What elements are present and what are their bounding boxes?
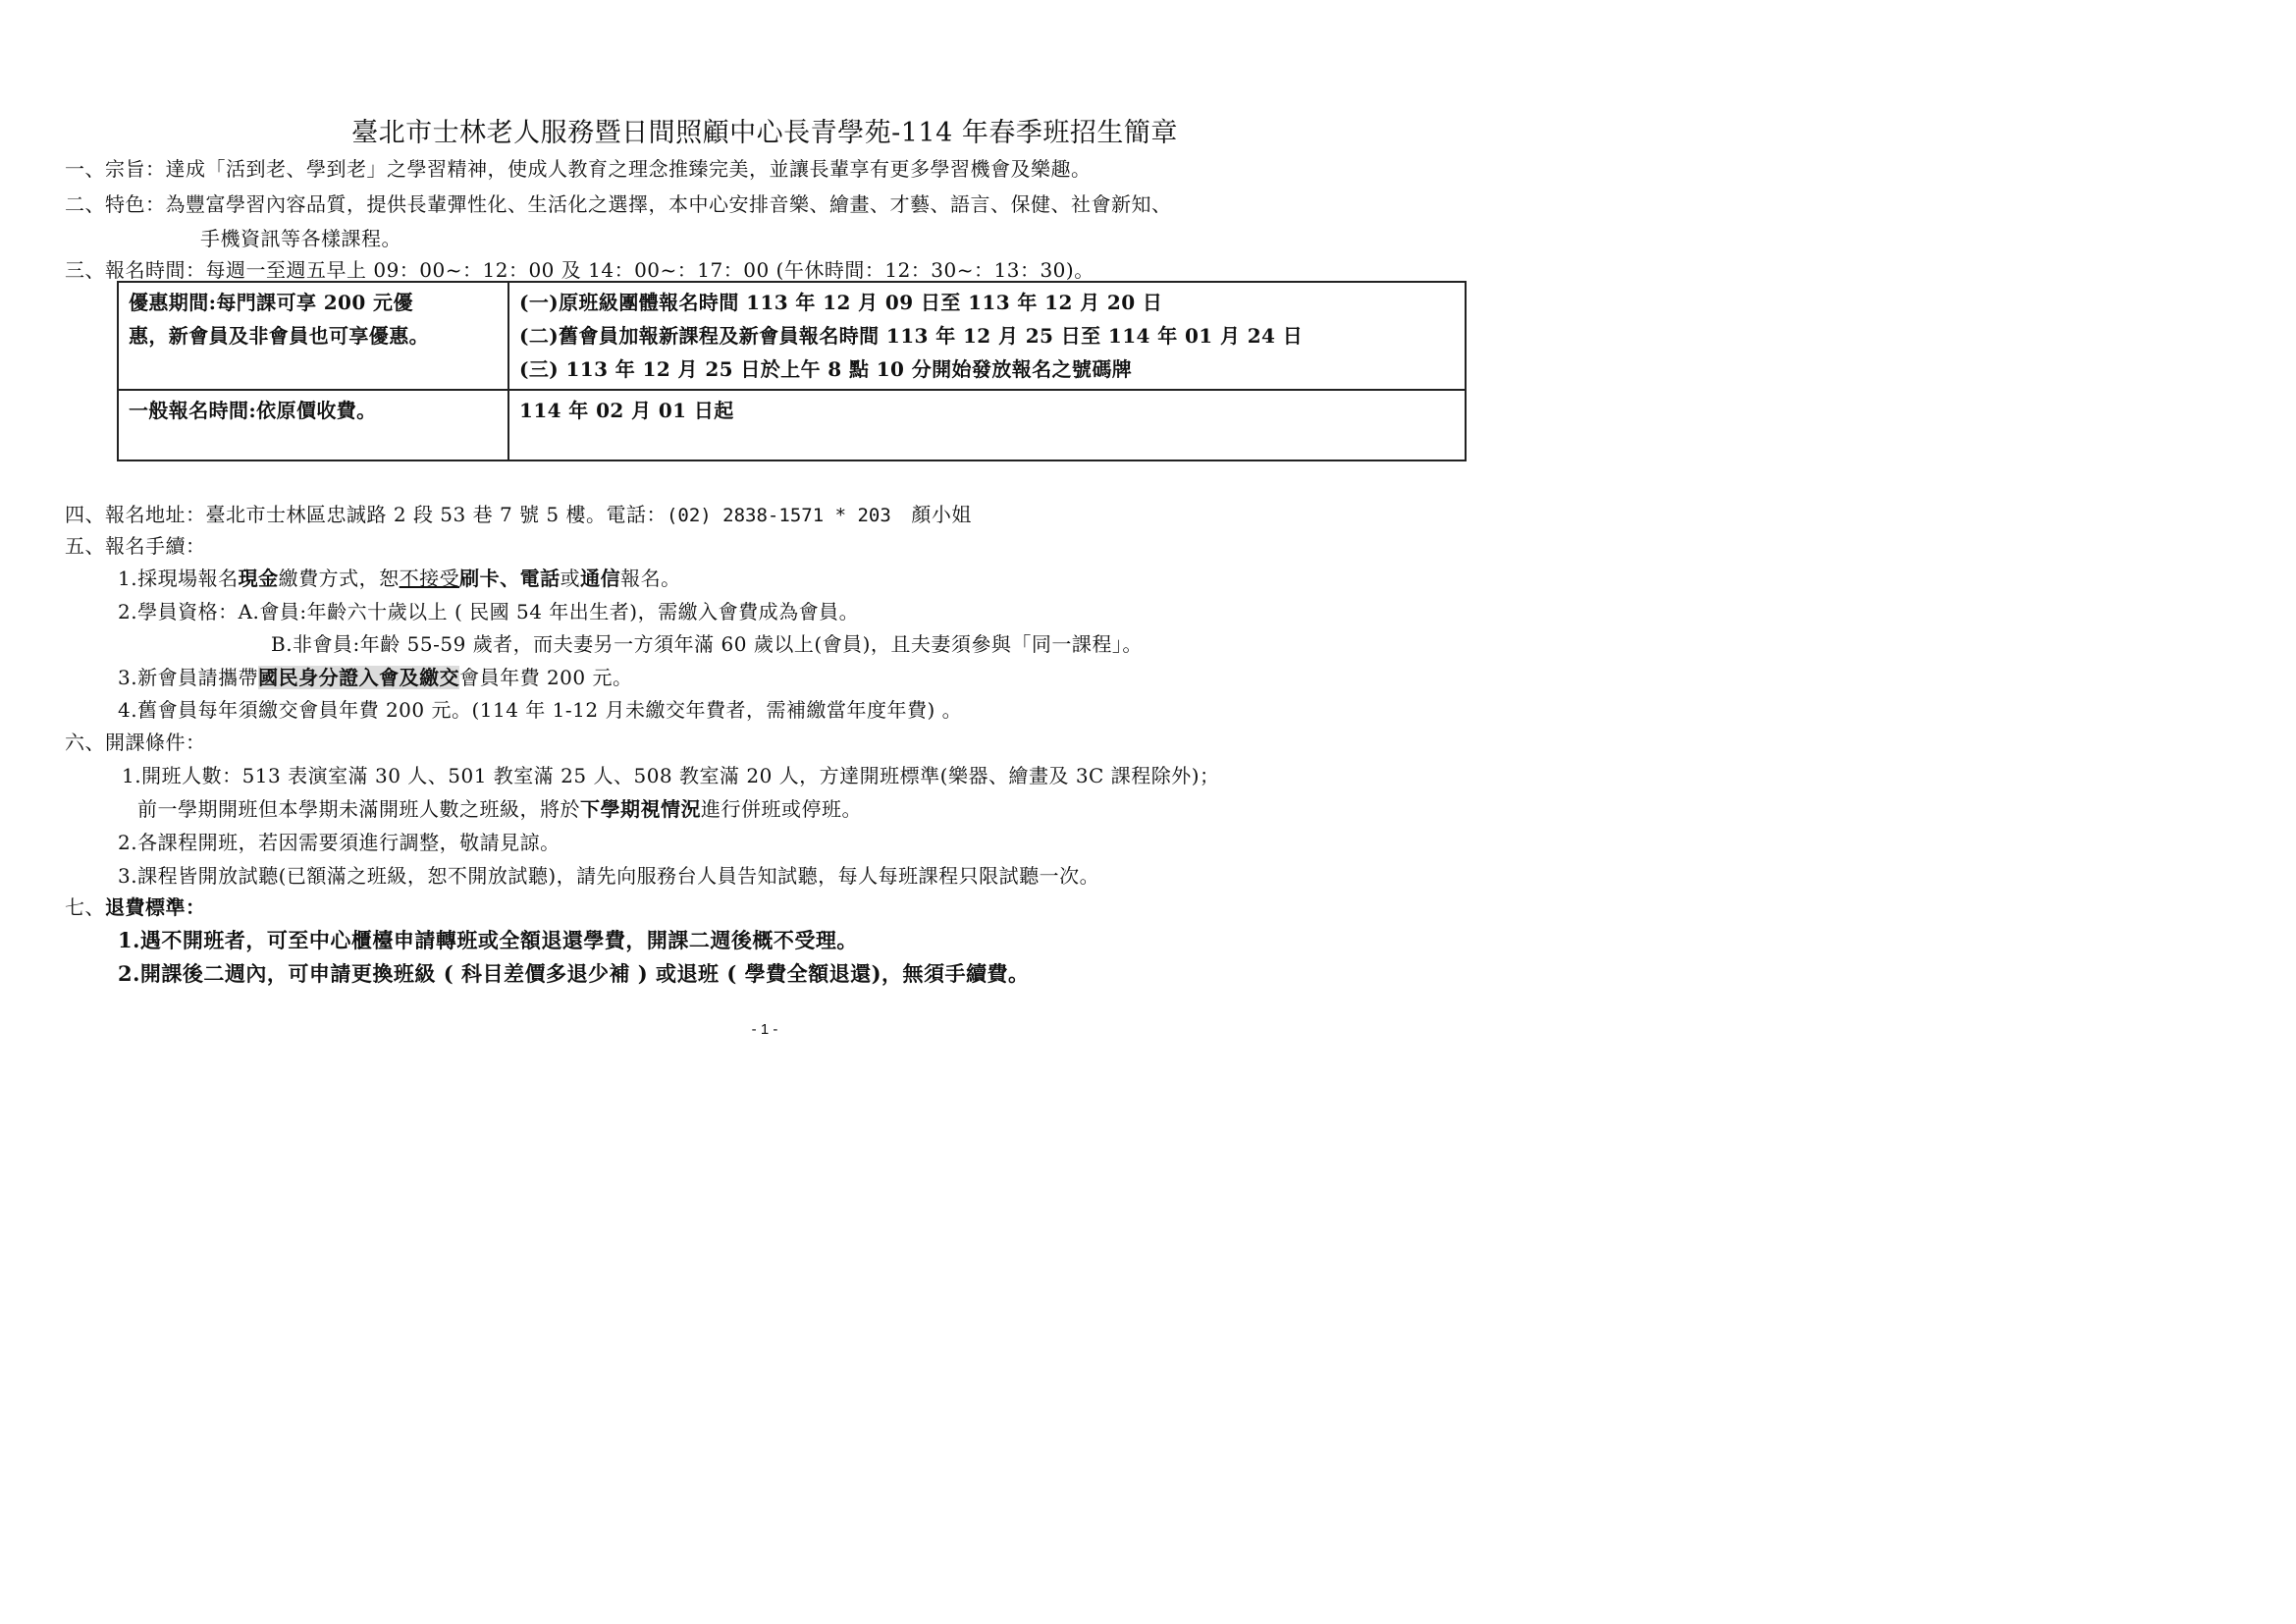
table-row-discount — [118, 282, 1466, 390]
general-value-cell — [508, 390, 1466, 460]
general-label-cell — [118, 390, 508, 460]
procedure-item-1-text-c: 繳費方式，恕 — [278, 567, 400, 590]
page-number: - 1 - — [751, 1021, 778, 1038]
general-value: 114 年 02 月 01 日起 — [519, 399, 734, 422]
general-label: 一般報名時間:依原價收費。 — [129, 399, 377, 422]
conditions-item-1b-text-c: 進行併班或停班。 — [701, 797, 862, 821]
reg-time-text: 每週一至週五早上 09：00~：12：00 及 14：00~：17：00 (午休時間：12：30~：13：30)。 — [205, 258, 1095, 282]
refund-item-1: 1.遇不開班者，可至中心櫃檯申請轉班或全額退還學費，開課二週後概不受理。 — [118, 928, 858, 952]
reg-time-line — [65, 254, 1095, 283]
procedure-item-2a: 2.學員資格：A.會員:年齡六十歲以上 ( 民國 54 年出生者)，需繳入會費成為會員。 — [118, 600, 860, 623]
phone-number: (02) 2838-1571 * 203 — [666, 505, 891, 526]
not-accept-underlined: 不接受 — [399, 567, 460, 590]
reg-time-label: 三、報名時間： — [65, 258, 206, 282]
features-line-2: 手機資訊等各樣課程。 — [200, 227, 401, 250]
features-label: 二、特色： — [65, 192, 166, 216]
procedure-item-1-text-j: 報名。 — [620, 567, 681, 590]
registration-table — [117, 281, 1467, 461]
id-card-highlight: 國民身分證入會及繳交 — [258, 666, 460, 689]
discount-label-line-2: 惠，新會員及非會員也可享優惠。 — [129, 324, 429, 348]
discount-item-1: (一)原班級團體報名時間 113 年 12 月 09 日至 113 年 12 月 20 日 — [519, 291, 1163, 314]
address-label: 四、報名地址： — [65, 503, 206, 526]
conditions-item-3: 3.課程皆開放試聽(已額滿之班級，恕不開放試聽)，請先向服務台人員告知試聽，每人每班課程只限試聽一次。 — [118, 864, 1100, 888]
conditions-item-2: 2.各課程開班，若因需要須進行調整，敬請見諒。 — [118, 831, 561, 854]
features-line-1 — [65, 189, 1172, 217]
purpose-line — [65, 153, 1092, 182]
procedure-item-3-text-a: 3.新會員請攜帶 — [118, 666, 259, 689]
discount-label-cell — [118, 282, 508, 390]
refund-label-prefix: 七、 — [65, 895, 105, 919]
cash-emphasis: 現金 — [238, 567, 279, 590]
table-row-general — [118, 390, 1466, 460]
discount-label-line-1: 優惠期間:每門課可享 200 元優 — [129, 291, 413, 314]
conditions-label: 六、開課條件： — [65, 731, 206, 754]
conditions-item-1a: 1.開班人數：513 表演室滿 30 人、501 教室滿 25 人、508 教室滿 20 人，方達開班標準(樂器、繪畫及 3C 課程除外)； — [122, 764, 1220, 787]
conditions-item-1b — [137, 793, 862, 822]
card-emphasis: 刷卡 — [459, 567, 501, 590]
procedure-item-2b: B.非會員:年齡 55-59 歲者，而夫妻另一方須年滿 60 歲以上(會員)，且夫妻須參與「同一課程」。 — [271, 632, 1143, 656]
next-term-emphasis: 下學期視情況 — [580, 797, 701, 821]
refund-label-line — [65, 892, 206, 920]
procedure-item-3 — [118, 662, 632, 690]
procedure-item-4: 4.舊會員每年須繳交會員年費 200 元。(114 年 1-12 月未繳交年費者，需補繳當年度年費) 。 — [118, 698, 963, 722]
phone-emphasis: 電話 — [519, 567, 561, 590]
separator: 、 — [500, 567, 520, 590]
procedure-item-1-text-h: 或 — [560, 567, 581, 590]
address-text: 臺北市士林區忠誠路 2 段 53 巷 7 號 5 樓。電話： — [205, 503, 667, 526]
procedure-item-1 — [118, 563, 681, 591]
mail-emphasis: 通信 — [580, 567, 621, 590]
refund-item-2: 2.開課後二週內，可申請更換班級 ( 科目差價多退少補 ) 或退班 ( 學費全額退還)，無須手續費。 — [118, 961, 1030, 986]
features-text-1: 為豐富學習內容品質，提供長輩彈性化、生活化之選擇，本中心安排音樂、繪畫、才藝、語言、保健、社會新知、 — [165, 192, 1172, 216]
address-line — [65, 499, 972, 527]
procedure-item-3-text-c: 會員年費 200 元。 — [459, 666, 633, 689]
procedure-item-1-text-a: 1.採現場報名 — [118, 567, 239, 590]
discount-items-cell — [508, 282, 1466, 390]
purpose-label: 一、宗旨： — [65, 157, 166, 181]
page-title: 臺北市士林老人服務暨日間照顧中心長青學苑-114 年春季班招生簡章 — [351, 118, 1178, 148]
conditions-item-1b-text-a: 前一學期開班但本學期未滿開班人數之班級，將於 — [137, 797, 580, 821]
discount-item-2: (二)舊會員加報新課程及新會員報名時間 113 年 12 月 25 日至 114 年 01 月 24 日 — [519, 324, 1304, 348]
discount-item-3: (三) 113 年 12 月 25 日於上午 8 點 10 分開始發放報名之號碼牌 — [519, 357, 1133, 381]
contact-person: 顏小姐 — [911, 503, 972, 526]
purpose-text: 達成「活到老、學到老」之學習精神，使成人教育之理念推臻完美，並讓長輩享有更多學習機會及樂趣。 — [165, 157, 1092, 181]
procedure-label: 五、報名手續： — [65, 534, 206, 558]
refund-label: 退費標準： — [105, 895, 206, 919]
